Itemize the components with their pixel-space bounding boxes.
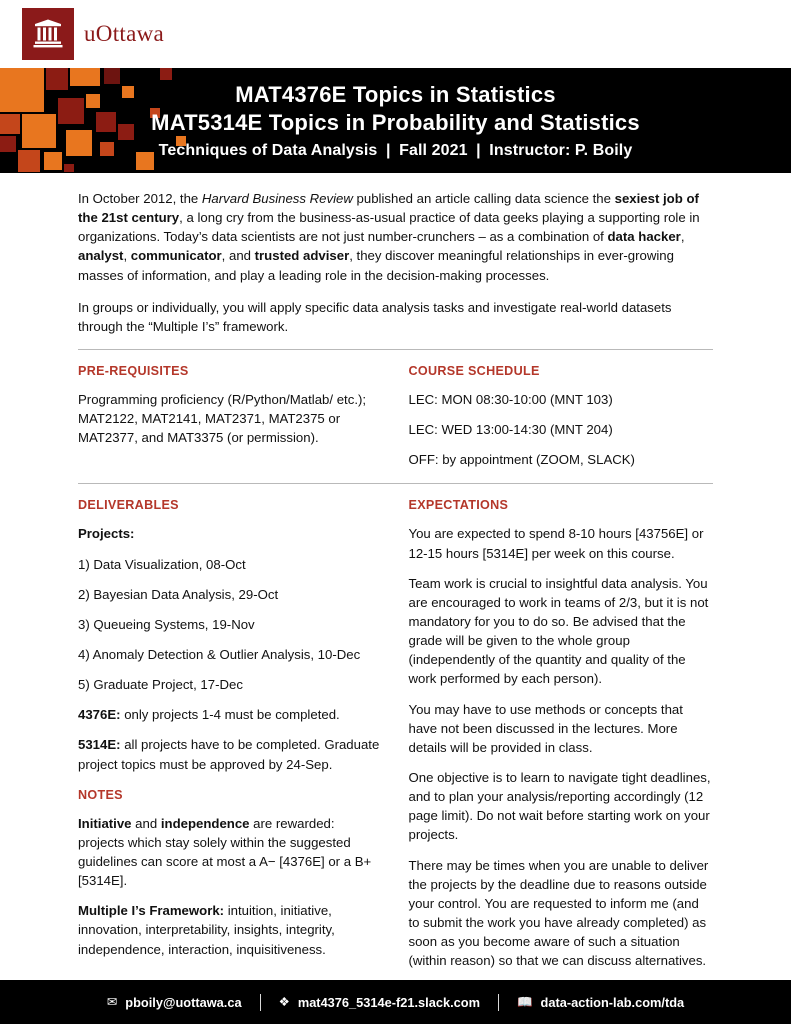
header-banner (0, 68, 791, 173)
logo-text: uOttawa (84, 21, 165, 46)
prerequisites-heading: PRE-REQUISITES (78, 363, 189, 378)
intro-text-d: , (680, 229, 685, 245)
note-bold-framework: Multiple I’s Framework: (78, 903, 225, 919)
intro-text-e: , (123, 248, 131, 264)
subtitle-separator-2: | (476, 142, 481, 160)
note-bold-initiative: Initiative (78, 815, 132, 831)
deliverables-heading: DELIVERABLES (78, 498, 179, 513)
schedule-heading: COURSE SCHEDULE (408, 363, 540, 378)
prerequisites-text: Programming proficiency (R/Python/Matlab/ etc.); MAT2122, MAT2141, MAT2371, MAT2375 or MAT2377, and MAT3375 (or permission). (78, 391, 367, 446)
project-item: 1) Data Visualization, 08-Oct (78, 556, 246, 572)
schedule-block (409, 350, 714, 469)
course-subtitle-topic: Techniques of Data Analysis (158, 142, 378, 160)
rule-5314-text: all projects have to be completed. Graduate project topics must be approved by 24-Sep. (78, 737, 380, 772)
rule-5314-code: 5314E: (78, 737, 121, 753)
note-initiative (78, 814, 383, 891)
course-instructor: Instructor: P. Boily (489, 142, 633, 160)
footer-email[interactable] (89, 995, 260, 1010)
intro-paragraph-1 (78, 189, 713, 285)
course-title-line-2: MAT5314E Topics in Probability and Statistics (151, 110, 640, 135)
slack-icon: ❖ (278, 994, 290, 1009)
intro-bold-5: trusted adviser (254, 248, 350, 264)
top-bar (0, 0, 791, 68)
expectation-paragraph: Team work is crucial to insightful data analysis. You are encouraged to work in teams of 2/3, but it is not mandatory for you to do so. Be advised that the grade will be given to the whole group (independently of the quantity and quality of the work performed by each person). (408, 575, 709, 687)
intro-text-f: , and (221, 248, 255, 264)
project-item: 4) Anomaly Detection & Outlier Analysis, 10-Dec (78, 646, 361, 662)
projects-label-text: Projects: (78, 526, 135, 542)
schedule-line: LEC: WED 13:00-14:30 (MNT 204) (408, 422, 613, 438)
intro-text-a: In October 2012, the (78, 191, 202, 206)
info-row-1 (78, 350, 713, 469)
notes-heading: NOTES (78, 787, 123, 802)
rule-4376 (78, 705, 383, 724)
banner-title-block (0, 68, 791, 173)
expectation-paragraph: You are expected to spend 8-10 hours [43756E] or 12-15 hours [5314E] per week on this course. (408, 526, 704, 561)
course-subtitle (159, 142, 633, 160)
course-title-line-1: MAT4376E Topics in Statistics (235, 81, 556, 107)
note-framework (78, 901, 383, 958)
envelope-icon: ✉ (106, 994, 118, 1009)
university-building-icon (22, 8, 74, 60)
course-term: Fall 2021 (399, 142, 468, 160)
publication-name: Harvard Business Review (201, 191, 353, 206)
rule-4376-code: 4376E: (78, 707, 121, 723)
schedule-line: LEC: MON 08:30-10:00 (MNT 103) (408, 391, 613, 407)
subtitle-separator-1: | (385, 142, 391, 160)
expectation-paragraph: You may have to use methods or concepts that have not been discussed in the lectures. More details will be provided in class. (408, 701, 683, 755)
notes-body (78, 814, 383, 959)
note-bold-independence: independence (160, 815, 250, 831)
intro-bold-3: analyst (78, 248, 124, 264)
expectation-paragraph: One objective is to learn to navigate tight deadlines, and to plan your analysis/reporting accordingly (12 page limit). Do not wait before starting work on your projects. (408, 769, 711, 843)
schedule-body (409, 390, 714, 469)
right-column (409, 484, 714, 970)
prerequisites-block (78, 350, 383, 469)
project-item: 5) Graduate Project, 17-Dec (78, 677, 243, 693)
prerequisites-body (78, 390, 383, 447)
intro-bold-1: sexiest job of the 21st century (78, 191, 699, 226)
intro-text-b: published an article calling data science the (352, 191, 615, 206)
footer-email-text: pboily@uottawa.ca (125, 994, 242, 1010)
uottawa-logo (22, 8, 164, 60)
document-body (0, 173, 791, 970)
info-row-2 (78, 484, 713, 970)
schedule-line: OFF: by appointment (ZOOM, SLACK) (408, 452, 635, 468)
deliverables-body (78, 524, 383, 773)
left-column (78, 484, 383, 970)
expectations-body (409, 524, 714, 970)
note-text-rest: are rewarded: projects which stay solely within the suggested guidelines can score at most a A− [4376E] or a B+ [5314E]. (78, 815, 372, 889)
note-framework-text: intuition, initiative, innovation, interpretability, insights, integrity, independence, interaction, inquisitiveness. (78, 903, 335, 957)
intro-section (78, 189, 713, 336)
project-item: 3) Queueing Systems, 19-Nov (78, 616, 255, 632)
intro-bold-4: communicator (130, 248, 222, 264)
footer-divider-1 (260, 994, 261, 1011)
footer-website[interactable] (499, 995, 702, 1010)
projects-label (78, 524, 383, 543)
rule-4376-text: only projects 1-4 must be completed. (120, 707, 340, 723)
expectation-paragraph: There may be times when you are unable to deliver the projects by the deadline due to reasons outside your control. You are requested to inform me (and to submit the work you have already completed) as soon as you become aware of such a situation (within reason) so that we can discuss alternatives. (408, 857, 709, 969)
footer-slack-text: mat4376_5314e-f21.slack.com (297, 994, 480, 1010)
note-text-mid: and (131, 815, 161, 831)
footer-website-text: data-action-lab.com/tda (540, 994, 685, 1010)
footer-divider-2 (498, 994, 499, 1011)
rule-5314 (78, 735, 383, 773)
intro-text-g: , they discover meaningful relationships in ever-growing masses of information, and play a leading role in the decision-making processes. (78, 248, 674, 283)
intro-paragraph-2: In groups or individually, you will apply specific data analysis tasks and investigate real-world datasets through the “Multiple I’s” framework. (78, 299, 672, 334)
book-icon: 📖 (516, 994, 533, 1009)
intro-text-c: , a long cry from the business-as-usual practice of data geeks playing a supporting role in organizations. Today’s data scientists are not just number-crunchers – as a combination of (78, 210, 700, 245)
expectations-heading: EXPECTATIONS (408, 498, 509, 513)
project-item: 2) Bayesian Data Analysis, 29-Oct (78, 586, 279, 602)
footer-bar (0, 980, 791, 1024)
intro-bold-2: data hacker (607, 229, 681, 245)
footer-slack[interactable] (261, 995, 498, 1010)
